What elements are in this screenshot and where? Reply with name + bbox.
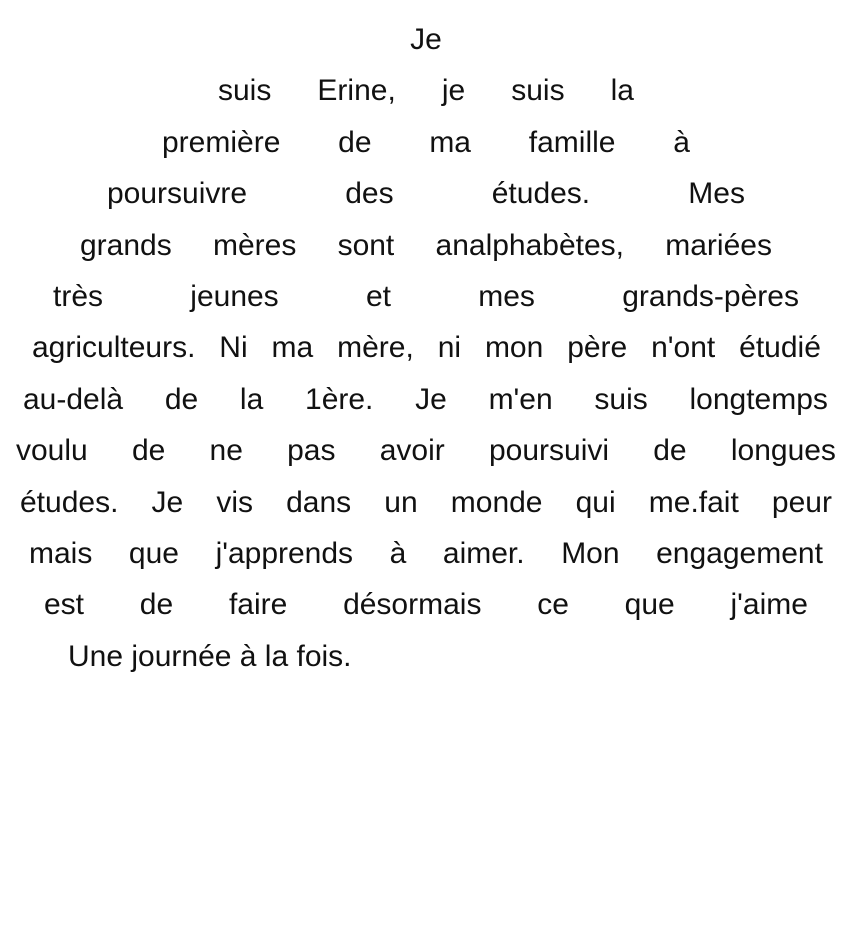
word: vis [216,485,253,519]
word: première [162,125,281,159]
word: avoir [379,434,445,468]
word: de [139,588,174,622]
word: engagement [656,536,823,570]
word: agriculteurs. [32,331,196,365]
word: aimer. [442,536,525,570]
word: la [610,74,634,108]
word: Je [415,382,447,416]
text-line [0,117,852,168]
word: Mon [561,536,620,570]
text-line [0,168,852,219]
word: 1ère. [305,382,374,416]
word: voulu [16,434,88,468]
word: Erine, [317,74,396,108]
word: Mes [688,177,745,211]
word: mon [484,331,544,365]
text-line [0,425,852,476]
word: mariées [665,228,772,262]
word: j'aime [730,588,808,622]
text-line [0,477,852,528]
text-line [0,220,852,271]
word: longues [730,434,836,468]
word: grands [80,228,172,262]
word: mères [212,228,297,262]
word: peur [771,485,832,519]
word: étudié [739,331,821,365]
word: études. [20,485,119,519]
word: j'apprends [215,536,354,570]
word: de [338,125,372,159]
word: Je [151,485,184,519]
word: un [384,485,418,519]
word: m'en [488,382,553,416]
word: très [53,279,104,313]
word: au-delà [23,382,124,416]
closing-line: Une journée à la fois. [68,639,352,673]
word: père [567,331,628,365]
word: à [389,536,407,570]
word: la [239,382,264,416]
word: poursuivi [488,434,610,468]
word: ma [271,331,314,365]
word: ne [209,434,243,468]
word: études. [491,177,591,211]
text-line [0,271,852,322]
word: de [131,434,166,468]
word: mère, [337,331,414,365]
text-line [0,322,852,373]
word: mais [29,536,93,570]
word: que [624,588,675,622]
text-line [0,65,852,116]
word: analphabètes, [435,228,625,262]
word: et [365,279,391,313]
word: je [441,74,466,108]
word: ni [437,331,462,365]
word: ma [429,125,471,159]
word: à [673,125,690,159]
word: suis [594,382,648,416]
word: monde [450,485,543,519]
word: poursuivre [107,177,248,211]
text-line [0,374,852,425]
word: sont [337,228,395,262]
word: jeunes [190,279,279,313]
word: des [345,177,394,211]
word: ce [537,588,569,622]
word: grands-pères [622,279,799,313]
text-block [0,14,852,682]
text-line: Je [410,23,442,56]
word: dans [286,485,352,519]
word: Ni [219,331,248,365]
word: faire [228,588,288,622]
word: n'ont [651,331,716,365]
word: suis [511,74,565,108]
word: famille [528,125,616,159]
word: pas [287,434,336,468]
word: mes [478,279,535,313]
word: est [44,588,85,622]
word: longtemps [689,382,828,416]
word: qui [575,485,616,519]
word: de [164,382,199,416]
text-line [0,528,852,579]
word: que [128,536,179,570]
word: désormais [343,588,482,622]
text-line [0,579,852,630]
word: me.fait [648,485,739,519]
word: suis [218,74,272,108]
word: de [653,434,687,468]
